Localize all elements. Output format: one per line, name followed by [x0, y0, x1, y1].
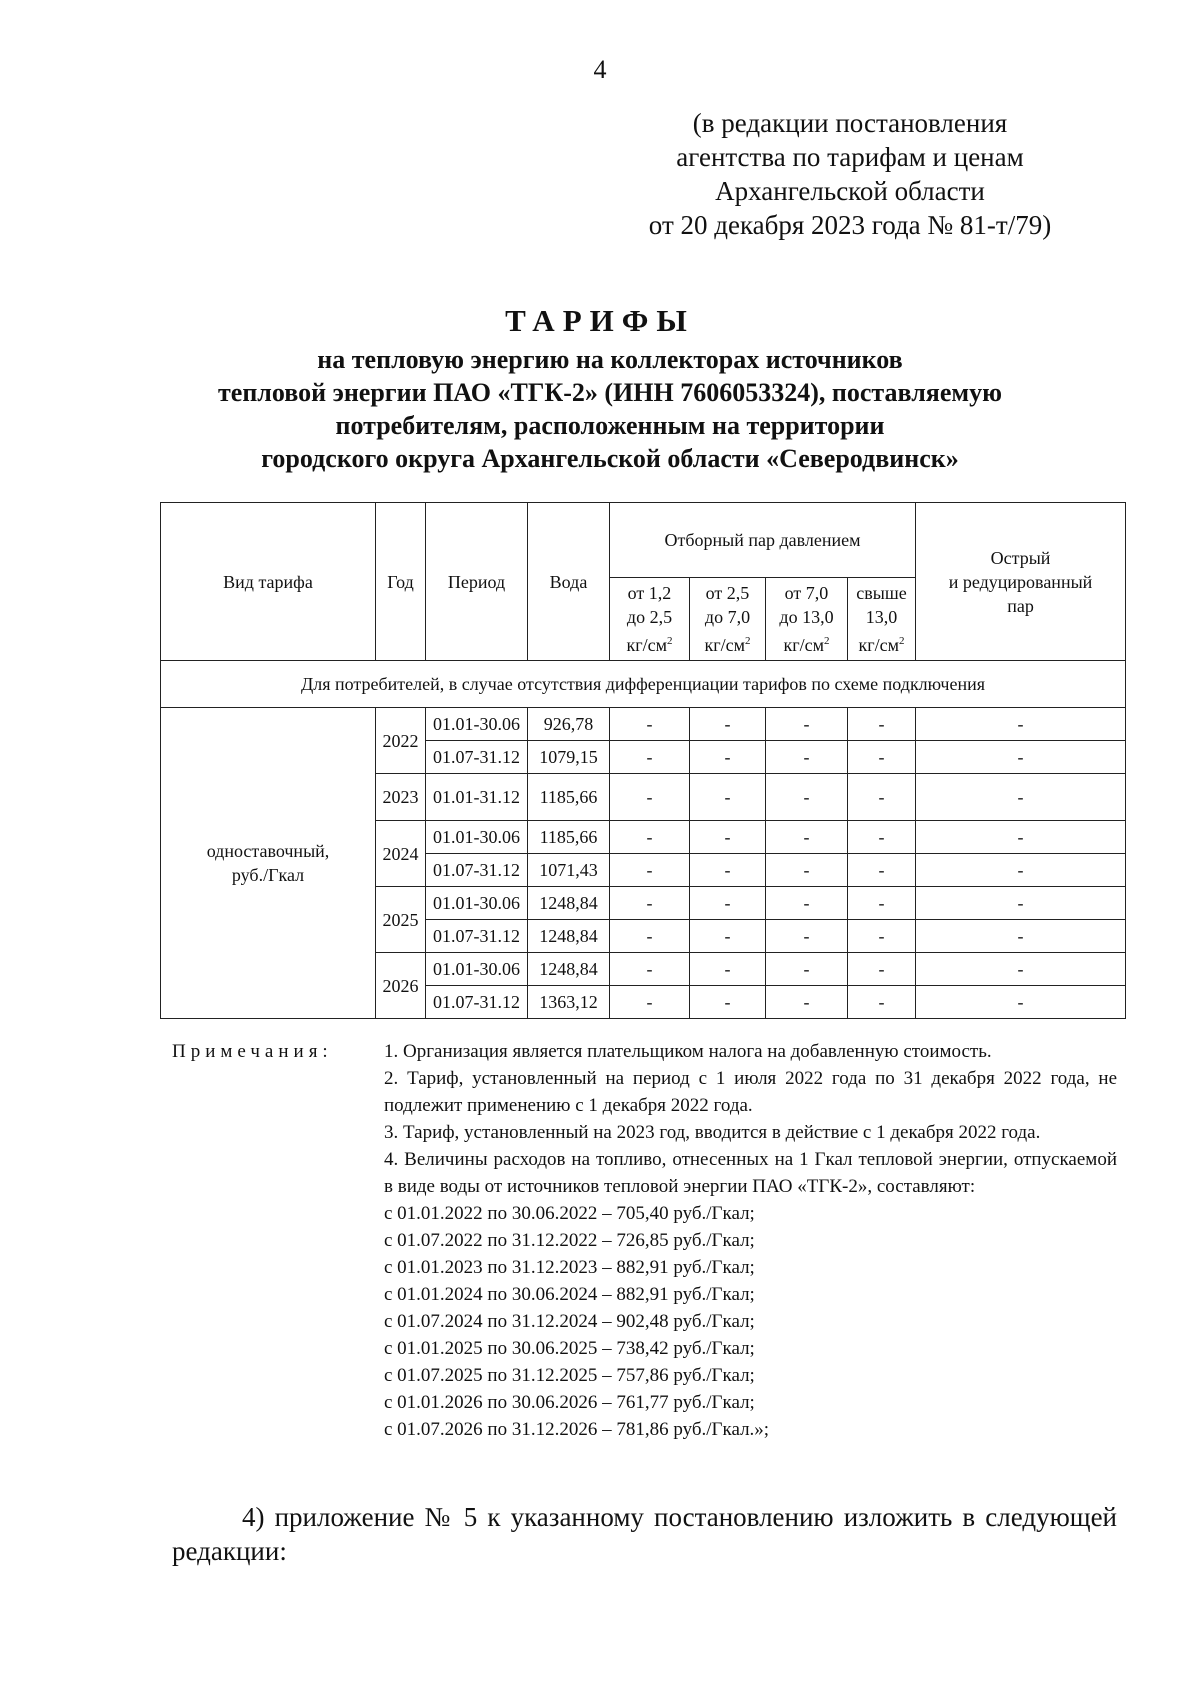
steam-col-from: от 7,0 — [784, 583, 829, 603]
fuel-cost-line: с 01.07.2025 по 31.12.2025 – 757,86 руб./Гкал; — [384, 1365, 755, 1386]
sharp-steam-cell: - — [916, 854, 1126, 887]
fuel-cost-line: с 01.01.2023 по 31.12.2023 – 882,91 руб./Гкал; — [384, 1257, 755, 1278]
steam-cell: - — [610, 887, 690, 920]
steam-col-unit: $кг/см^2$ — [626, 635, 673, 655]
note-item: 2. Тариф, установленный на период с 1 июля 2022 года по 31 декабря 2022 года, не подлежит применению с 1 декабря 2022 года. — [384, 1068, 1117, 1116]
steam-cell: - — [690, 953, 766, 986]
water-cell: 1248,84 — [528, 887, 610, 920]
steam-col-to: 13,0 — [865, 607, 898, 627]
water-cell: 1185,66 — [528, 774, 610, 821]
water-cell: 1071,43 — [528, 854, 610, 887]
steam-cell: - — [610, 708, 690, 741]
document-title: ТАРИФЫ — [505, 303, 695, 338]
steam-cell: - — [848, 708, 916, 741]
steam-col-unit: $кг/см^2$ — [858, 635, 905, 655]
period-cell: 01.07-31.12 — [426, 986, 528, 1019]
steam-cell: - — [690, 920, 766, 953]
header-steam-col — [610, 578, 690, 661]
steam-col-unit: $кг/см^2$ — [783, 635, 830, 655]
steam-col-to: до 2,5 — [626, 607, 673, 627]
fuel-cost-line: с 01.01.2025 по 30.06.2025 – 738,42 руб./Гкал; — [384, 1338, 755, 1359]
steam-cell: - — [690, 986, 766, 1019]
steam-cell: - — [610, 920, 690, 953]
steam-cell: - — [690, 887, 766, 920]
edition-note — [640, 106, 1060, 242]
steam-cell: - — [766, 774, 848, 821]
fuel-cost-line: с 01.01.2024 по 30.06.2024 – 882,91 руб./Гкал; — [384, 1284, 755, 1305]
steam-cell: - — [766, 821, 848, 854]
table-row — [161, 708, 1126, 741]
steam-cell: - — [610, 741, 690, 774]
sharp-steam-cell: - — [916, 887, 1126, 920]
fuel-cost-line: с 01.01.2022 по 30.06.2022 – 705,40 руб./Гкал; — [384, 1203, 755, 1224]
edition-line: от 20 декабря 2023 года № 81-т/79) — [648, 210, 1052, 240]
edition-line: агентства по тарифам и ценам — [676, 142, 1024, 172]
steam-cell: - — [848, 854, 916, 887]
edition-line: (в редакции постановления — [692, 108, 1008, 138]
steam-cell: - — [766, 986, 848, 1019]
water-cell: 1248,84 — [528, 920, 610, 953]
period-cell: 01.07-31.12 — [426, 920, 528, 953]
steam-cell: - — [610, 986, 690, 1019]
period-cell: 01.01-31.12 — [426, 774, 528, 821]
steam-cell: - — [848, 953, 916, 986]
steam-cell: - — [766, 854, 848, 887]
period-cell: 01.01-30.06 — [426, 887, 528, 920]
header-water: Вода — [528, 503, 610, 661]
steam-cell: - — [690, 821, 766, 854]
steam-cell: - — [690, 741, 766, 774]
sharp-steam-cell: - — [916, 821, 1126, 854]
year-cell: 2025 — [376, 887, 426, 953]
notes-body — [384, 1038, 1117, 1443]
note-item: 3. Тариф, установленный на 2023 год, вводится в действие с 1 декабря 2022 года. — [384, 1122, 1041, 1143]
group-row — [161, 661, 1126, 708]
header-sharp-line: и редуцированный — [948, 571, 1093, 592]
tariff-type-line: одноставочный, — [206, 841, 330, 861]
header-period: Период — [426, 503, 528, 661]
fuel-cost-line: с 01.07.2022 по 31.12.2022 – 726,85 руб./Гкал; — [384, 1230, 755, 1251]
subtitle-line: на тепловую энергию на коллекторах источников — [317, 345, 903, 374]
fuel-cost-line: с 01.01.2026 по 30.06.2026 – 761,77 руб./Гкал; — [384, 1392, 755, 1413]
header-sharp-steam — [916, 503, 1126, 661]
steam-cell: - — [610, 774, 690, 821]
steam-cell: - — [848, 887, 916, 920]
water-cell: 1363,12 — [528, 986, 610, 1019]
fuel-cost-line: с 01.07.2026 по 31.12.2026 – 781,86 руб./Гкал.»; — [384, 1419, 770, 1440]
steam-col-from: от 1,2 — [627, 583, 672, 603]
edition-line: Архангельской области — [715, 176, 985, 206]
sharp-steam-cell: - — [916, 741, 1126, 774]
period-cell: 01.01-30.06 — [426, 708, 528, 741]
steam-cell: - — [766, 708, 848, 741]
tariff-type-cell — [161, 708, 376, 1019]
group-label: Для потребителей, в случае отсутствия дифференциации тарифов по схеме подключения — [161, 661, 1126, 708]
steam-cell: - — [848, 920, 916, 953]
steam-cell: - — [690, 708, 766, 741]
document-subtitle — [150, 343, 1070, 475]
header-row — [161, 503, 1126, 578]
water-cell: 926,78 — [528, 708, 610, 741]
year-cell: 2022 — [376, 708, 426, 774]
year-cell: 2023 — [376, 774, 426, 821]
sharp-steam-cell: - — [916, 774, 1126, 821]
header-tariff-type: Вид тарифа — [161, 503, 376, 661]
steam-cell: - — [766, 953, 848, 986]
steam-col-from: от 2,5 — [705, 583, 750, 603]
year-cell: 2026 — [376, 953, 426, 1019]
steam-col-from: свыше — [856, 583, 907, 603]
water-cell: 1248,84 — [528, 953, 610, 986]
water-cell: 1185,66 — [528, 821, 610, 854]
notes-label: Примечания: — [172, 1041, 333, 1062]
final-paragraph: 4) приложение № 5 к указанному постановлению изложить в следующей редакции: — [172, 1502, 1117, 1566]
sharp-steam-cell: - — [916, 708, 1126, 741]
header-steam-col — [848, 578, 916, 661]
steam-cell: - — [610, 854, 690, 887]
steam-col-to: до 7,0 — [704, 607, 751, 627]
steam-col-unit: $кг/см^2$ — [704, 635, 751, 655]
sharp-steam-cell: - — [916, 986, 1126, 1019]
header-steam-col — [766, 578, 848, 661]
water-cell: 1079,15 — [528, 741, 610, 774]
period-cell: 01.07-31.12 — [426, 741, 528, 774]
steam-cell: - — [766, 920, 848, 953]
steam-cell: - — [766, 887, 848, 920]
steam-cell: - — [690, 774, 766, 821]
steam-cell: - — [848, 821, 916, 854]
steam-cell: - — [848, 741, 916, 774]
sharp-steam-cell: - — [916, 953, 1126, 986]
sharp-steam-cell: - — [916, 920, 1126, 953]
steam-cell: - — [766, 741, 848, 774]
period-cell: 01.01-30.06 — [426, 953, 528, 986]
subtitle-line: городского округа Архангельской области «Северодвинск» — [261, 444, 959, 473]
note-item: 1. Организация является плательщиком налога на добавленную стоимость. — [384, 1041, 992, 1062]
steam-col-to: до 13,0 — [779, 607, 834, 627]
steam-cell: - — [610, 821, 690, 854]
tariff-table — [160, 502, 1126, 1019]
fuel-cost-line: с 01.07.2024 по 31.12.2024 – 902,48 руб./Гкал; — [384, 1311, 755, 1332]
subtitle-line: тепловой энергии ПАО «ТГК-2» (ИНН 7606053324), поставляемую — [218, 378, 1002, 407]
period-cell: 01.01-30.06 — [426, 821, 528, 854]
steam-cell: - — [848, 986, 916, 1019]
header-sharp-line: пар — [1007, 595, 1034, 616]
header-steam-group: Отборный пар давлением — [610, 503, 916, 578]
header-steam-col — [690, 578, 766, 661]
tariff-type-line: руб./Гкал — [231, 865, 305, 885]
period-cell: 01.07-31.12 — [426, 854, 528, 887]
page-number: 4 — [593, 55, 607, 84]
note-item: 4. Величины расходов на топливо, отнесенных на 1 Гкал тепловой энергии, отпускаемой в виде воды от источников тепловой энергии ПАО «ТГК-2», составляют: — [384, 1149, 1117, 1197]
steam-cell: - — [848, 774, 916, 821]
header-sharp-line: Острый — [990, 547, 1051, 568]
year-cell: 2024 — [376, 821, 426, 887]
subtitle-line: потребителям, расположенным на территории — [335, 411, 885, 440]
header-year: Год — [376, 503, 426, 661]
steam-cell: - — [610, 953, 690, 986]
steam-cell: - — [690, 854, 766, 887]
